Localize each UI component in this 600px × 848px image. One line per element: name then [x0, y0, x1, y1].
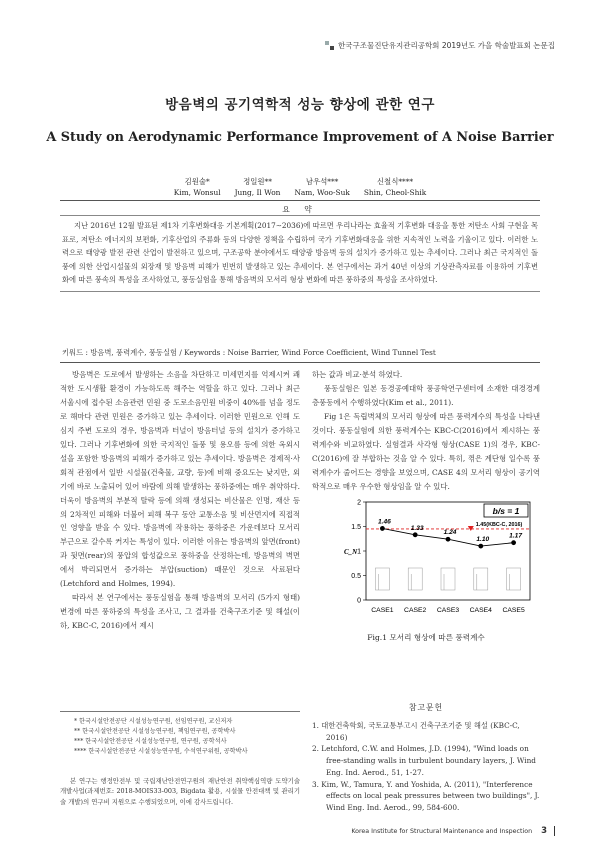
- header-text: 한국구조물진단유지관리공학회 2019년도 가을 학술발표회 논문집: [338, 41, 555, 50]
- footer-text: Korea Institute for Structural Maintenance and Inspection: [351, 827, 533, 835]
- title-english: A Study on Aerodynamic Performance Improvement of A Noise Barrier: [46, 130, 554, 145]
- y-tick-label: 1.5: [351, 524, 361, 531]
- title-korean: 방음벽의 공기역학적 성능 향상에 관한 연구: [165, 97, 435, 113]
- reference-item: 2. Letchford, C.W. and Holmes, J.D. (1994), "Wind loads on free-standing walls in turbulent boundary layers, J. Wind Eng. Ind. Aerod., 51, 1-27.: [312, 744, 536, 777]
- y-tick-label: 1: [357, 548, 361, 556]
- acknowledgement: 본 연구는 행정안전부 및 국립재난안전연구원의 재난안전 취약핵심역량 도약기술개발사업(과제번호: 2018-MOIS33-003, Bigdata 활용, 시설물 안전대책 및 관리기술 개발)의 연구비 지원으로 수행되었으며, 이에 감사드립니다.: [60, 777, 300, 806]
- footnote: *** 한국시설안전공단 시설성능연구원, 연구원, 공학석사: [74, 738, 227, 745]
- reference-marker: [468, 526, 474, 531]
- author-name-ko: 남우석***: [305, 177, 339, 186]
- data-label: 1.33: [410, 524, 424, 532]
- author-name-en: Kim, Wonsul: [173, 188, 221, 197]
- x-tick-label: CASE2: [404, 607, 427, 614]
- body-left-column: [60, 368, 300, 633]
- case-shape-icon: [507, 568, 521, 590]
- author-name-en: Jung, Il Won: [234, 188, 281, 197]
- footnotes: [60, 711, 300, 757]
- wind-force-chart: [336, 496, 536, 621]
- author-name-ko: 김원술*: [184, 177, 210, 186]
- case-shape-icon: [375, 568, 389, 590]
- footnote: * 한국시설안전공단 시설성능연구원, 선임연구원, 교신저자: [74, 718, 233, 725]
- y-tick-label: 2: [357, 499, 361, 507]
- author-name-ko: 정일원**: [243, 177, 272, 186]
- abstract-body: 지난 2016년 12월 발표된 제1차 기후변화대응 기본계획(2017∼2036)에 따르면 우리나라는 효율적 기후변화 대응을 통한 저탄소 사회 구현을 목표로, 저탄소 에너지의 보편화, 기후산업의 주류화 등의 다양한 정책을 수립하여 국가 기후변화대응을 위한 지속적인 노력을 기울이고 있다. 이러한 노력으로 태양광 발전 관련 산업이 발전하고 있으며, 구조공학 분야에서도 태양광 방음벽 등의 설치가 증가하고 있는 추세이다. 그러나 최근 국지적인 돌풍에 의한 산업시설물의 외장재 및 방음벽 피해가 빈번히 발생하고 있는 추세이다. 본 연구에서는 과거 40년 이상의 기상관측자료를 이용하여 기후변화에 따른 풍속의 특성을 조사하였고, 풍동실험을 통해 방음벽의 모서리 형상 변화에 따른 풍하중의 특성을 조사하였다.: [60, 215, 540, 292]
- data-point: [380, 526, 385, 531]
- data-label: 1.46: [377, 518, 391, 526]
- reference-list: [312, 720, 540, 814]
- author-list: [0, 176, 600, 198]
- y-axis-label: C_N: [344, 548, 358, 556]
- footnote: **** 한국시설안전공단 시설성능연구원, 수석연구위원, 공학박사: [74, 748, 248, 755]
- y-tick-label: 0: [357, 597, 361, 605]
- case-shape-icon: [474, 568, 488, 590]
- data-label: 1.17: [509, 532, 523, 540]
- body-paragraph: 풍동실험은 일본 동경공예대학 풍공학연구센터에 소재한 대경경계층풍동에서 수행하였다(Kim et al., 2011).: [312, 383, 540, 407]
- author: [364, 176, 426, 198]
- data-point: [511, 540, 516, 545]
- legend-text: b/s = 1: [492, 506, 520, 516]
- case-shape-icon: [441, 568, 455, 590]
- case-shape-icon: [408, 568, 422, 590]
- body-paragraph: 방음벽은 도로에서 발생하는 소음을 차단하고 미세먼지를 억제시켜 쾌적한 도시생활 환경이 가능하도록 해주는 역할을 하고 있다. 그러나 최근 서울시에 접수된 소음관련 민원 중 도로소음민원 비중이 40%를 넘을 정도로 해마다 관련 민원은 증가하고 있는 추세이다. 이러한 민원으로 인해 도심지 주변 도로의 경우, 방음벽과 터널이 방음터널 등의 설치가 증가하고 있다. 그러나 기후변화에 의한 국지적인 돌풍 및 용오름 등에 의한 옥외시설을 포함한 방음벽의 피해가 증가하고 있는 추세이다. 방음벽은 경제적·사회적 관점에서 일반 시설물(건축물, 교량, 등)에 비해 중요도는 낮지만, 외기에 바로 노출되어 있어 바람에 의해 발생하는 풍하중에는 매우 취약하다. 더욱이 방음벽의 부분적 탈락 등에 의해 생성되는 비산물은 인명, 재산 등의 2차적인 피해와 더불어 피해 복구 동안 교통소음 및 비산먼지에 직접적인 영향을 받을 수 있다. 방음벽에 작용하는 풍하중은 가운데보다 모서리 부근으로 갈수록 커지는 특성이 있다. 이러한 이유는 방음벽의 앞면(front)과 뒷면(rear)의 풍압의 합성값으로 풍하중을 산정하는데, 방음벽의 벽면에서 박리되면서 증가하는 부압(suction) 때문인 것으로 사료된다 (Letchford and Holmes, 1994).: [60, 370, 300, 589]
- y-tick-label: 0.5: [351, 573, 361, 580]
- x-tick-label: CASE5: [502, 607, 525, 614]
- x-tick-label: CASE1: [371, 607, 394, 614]
- figure-caption: Fig.1 모서리 형상에 따른 풍력계수: [367, 633, 485, 642]
- running-header: [325, 40, 555, 51]
- body-paragraph: 하는 값과 비교·분석 하였다.: [312, 370, 403, 379]
- reference-item: 3. Kim, W., Tamura, Y. and Yoshida, A. (2011), "Interference effects on local peak pressures between two buildings", J. Wind Eng. Ind. Aerod., 99, 584-600.: [312, 779, 540, 812]
- data-point: [478, 544, 483, 549]
- reference-item: 1. 대한건축학회, 국토교통부고시 건축구조기준 및 해설 (KBC-C, 2016): [312, 721, 520, 742]
- data-point: [446, 537, 451, 542]
- data-label: 1.24: [443, 529, 457, 537]
- data-label: 1.10: [476, 536, 490, 544]
- page-number: 3: [541, 826, 555, 836]
- author-name-ko: 신철식****: [376, 177, 414, 186]
- author: [235, 176, 281, 198]
- data-point: [413, 532, 418, 537]
- author: [174, 176, 221, 198]
- abstract-heading: 요 약: [60, 200, 540, 215]
- reference-label: 1.45(KBC-C, 2016): [475, 521, 523, 528]
- x-tick-label: CASE3: [436, 607, 460, 614]
- author-name-en: Shin, Cheol-Shik: [363, 188, 427, 197]
- author-name-en: Nam, Woo-Suk: [294, 188, 350, 197]
- body-paragraph: 따라서 본 연구에서는 풍동실험을 통해 방음벽의 모서리 (5가지 형태) 변경에 따른 풍하중의 특성을 조사고, 그 결과를 건축구조기준 및 해설(이하, KBC-C, 2016)에서 제시: [60, 593, 300, 631]
- body-right-column: [312, 368, 540, 494]
- keywords: 키워드 : 방음벽, 풍력계수, 풍동실험 / Keywords : Noise Barrier, Wind Force Coefficient, Wind Tunnel Test: [60, 346, 540, 363]
- header-logo-icon: [325, 41, 334, 50]
- page-footer: [351, 826, 555, 836]
- x-tick-label: CASE4: [469, 607, 492, 614]
- author: [294, 176, 349, 198]
- footnote: ** 한국시설안전공단 시설성능연구원, 책임연구원, 공학박사: [74, 728, 236, 735]
- references-heading: 참고문헌: [408, 703, 444, 712]
- body-paragraph: Fig 1은 독립벽체의 모서리 형상에 따른 풍력계수의 특성을 나타낸 것이다. 풍동실험에 의한 풍력계수는 KBC-C(2016)에서 제시하는 풍력계수와 비교하였다. 실험결과 사각형 형상(CASE 1)의 경우, KBC-C(2016)에 잘 부합하는 것을 알 수 있다. 특히, 꺾은 계단형 일수록 풍력계수가 줄어드는 경향을 보였으며, CASE 4의 모서리 형상이 공기역학적으로 매우 우수한 형상임을 알 수 있다.: [312, 411, 540, 491]
